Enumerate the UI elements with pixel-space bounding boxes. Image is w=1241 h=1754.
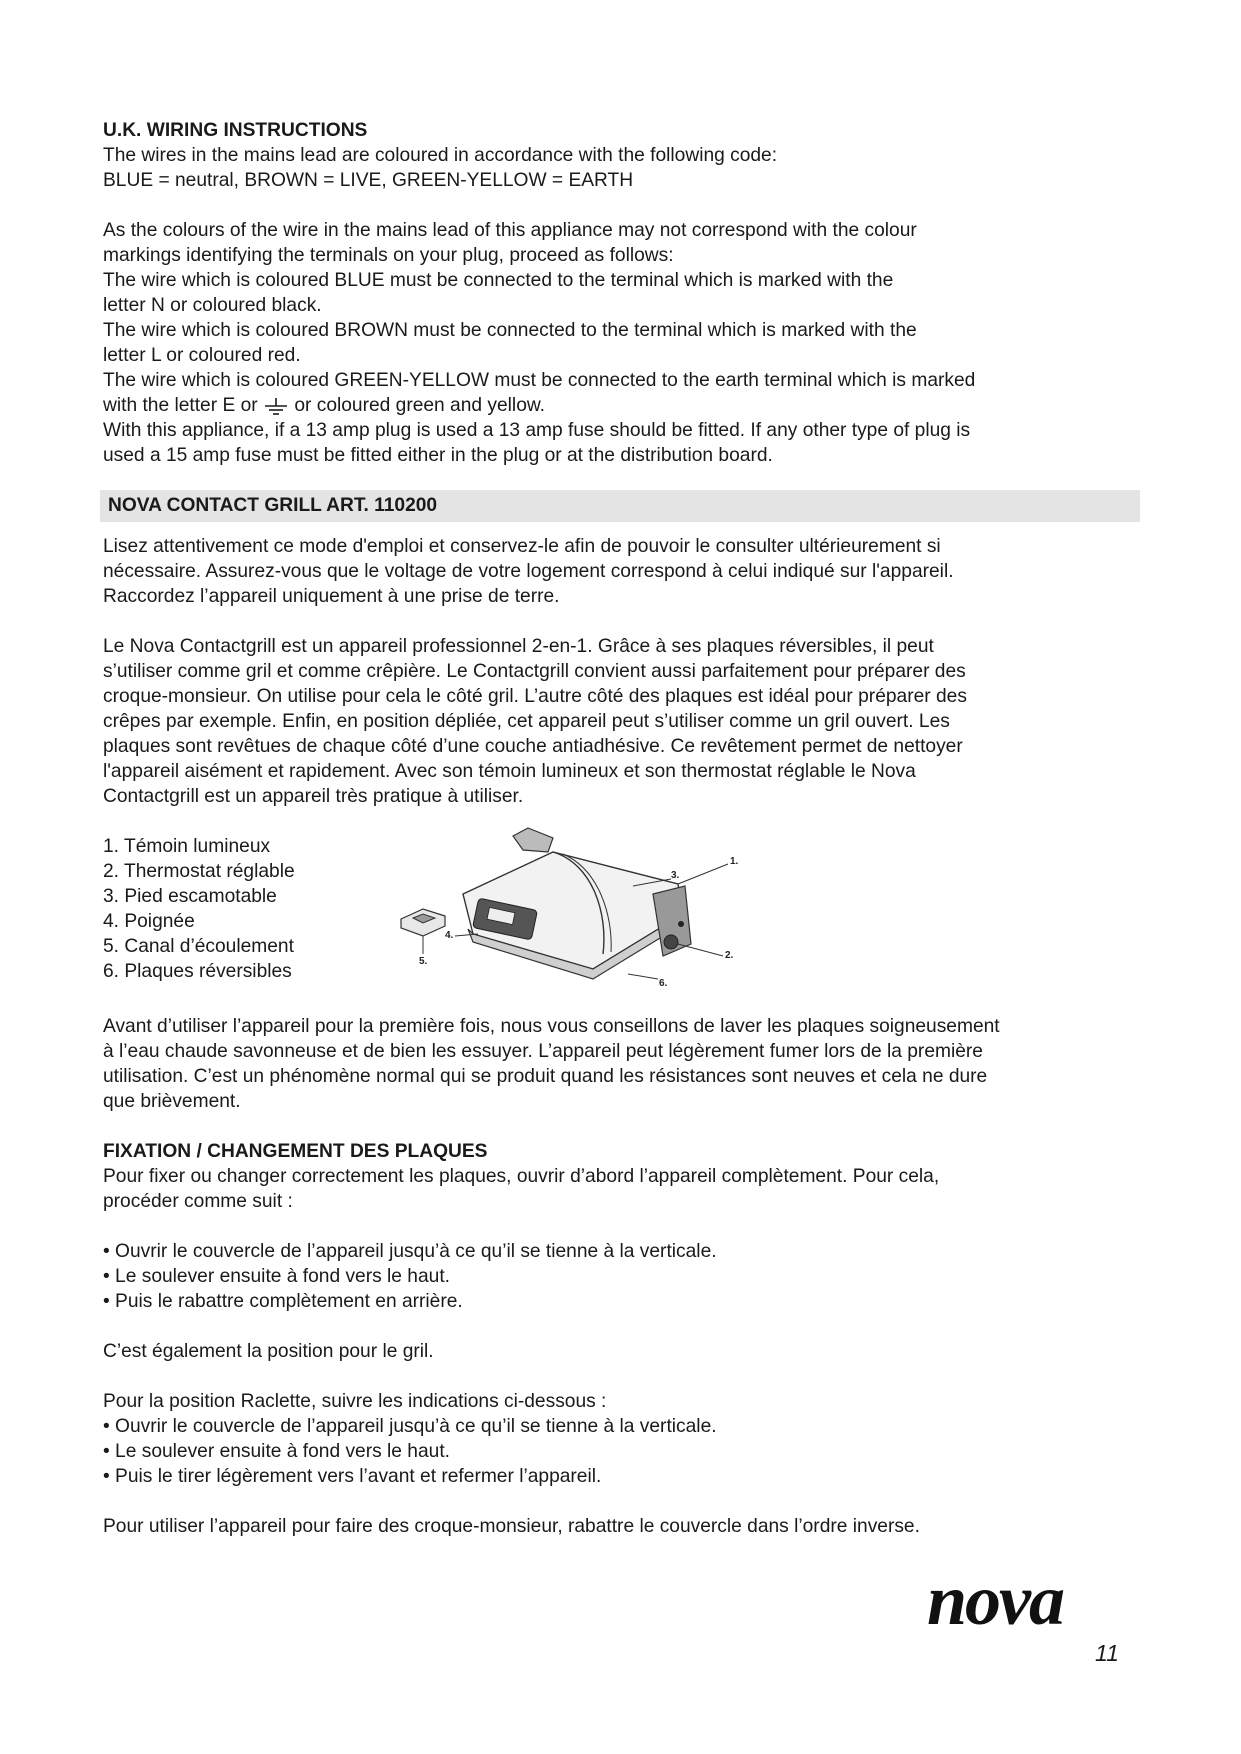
- list-item: 3. Pied escamotable: [103, 886, 277, 907]
- wiring-text: BLUE = neutral, BROWN = LIVE, GREEN-YELLOW = EARTH: [103, 170, 634, 191]
- wiring-text: The wires in the mains lead are coloured in accordance with the following code:: [103, 145, 778, 166]
- wiring-text: As the colours of the wire in the mains lead of this appliance may not correspond with the colour: [103, 220, 917, 241]
- list-item: 2. Thermostat réglable: [103, 861, 295, 882]
- description-text: plaques sont revêtues de chaque côté d’une couche antiadhésive. Ce revêtement permet de nettoyer: [103, 736, 963, 757]
- section-title: NOVA CONTACT GRILL ART. 110200: [108, 495, 438, 516]
- section-header: [100, 490, 1140, 522]
- wiring-text: letter N or coloured black.: [103, 295, 322, 316]
- wiring-text-earth: [103, 393, 1143, 418]
- wiring-text: The wire which is coloured BROWN must be connected to the terminal which is marked with the: [103, 320, 917, 341]
- list-item: • Le soulever ensuite à fond vers le haut.: [103, 1441, 450, 1462]
- diagram-label-3: 3.: [671, 870, 680, 881]
- description-text: Contactgrill est un appareil très pratique à utiliser.: [103, 786, 524, 807]
- parts-section: [103, 834, 1143, 1002]
- list-item: 1. Témoin lumineux: [103, 836, 271, 857]
- diagram-label-2: 2.: [725, 950, 734, 961]
- list-item: 5. Canal d’écoulement: [103, 936, 294, 957]
- description-text: croque-monsieur. On utilise pour cela le côté gril. L’autre côté des plaques est idéal pour préparer des: [103, 686, 967, 707]
- wiring-text: The wire which is coloured BLUE must be connected to the terminal which is marked with the: [103, 270, 894, 291]
- first-use-text: à l’eau chaude savonneuse et de bien les essuyer. L’appareil peut légèrement fumer lors de la première: [103, 1041, 983, 1062]
- wiring-text: The wire which is coloured GREEN-YELLOW must be connected to the earth terminal which is marked: [103, 370, 976, 391]
- intro-text: Lisez attentivement ce mode d'emploi et conservez-le afin de pouvoir le consulter ultérieurement si: [103, 536, 941, 557]
- list-item: 6. Plaques réversibles: [103, 961, 292, 982]
- first-use-text: utilisation. C’est un phénomène normal qui se produit quand les résistances sont neuves et cela ne dure: [103, 1066, 988, 1087]
- nova-logo: [845, 1566, 1145, 1636]
- drip-tray-drawing: [401, 909, 445, 936]
- grill-body-drawing: [463, 828, 691, 979]
- intro-text: Raccordez l’appareil uniquement à une prise de terre.: [103, 586, 560, 607]
- earth-ground-icon: [263, 397, 289, 415]
- fixation-title: FIXATION / CHANGEMENT DES PLAQUES: [103, 1141, 488, 1162]
- brand-logo-text: nova: [927, 1566, 1063, 1636]
- first-use-text: que brièvement.: [103, 1091, 241, 1112]
- intro-text: nécessaire. Assurez-vous que le voltage de votre logement correspond à celui indiqué sur l'appareil.: [103, 561, 954, 582]
- wiring-text: used a 15 amp fuse must be fitted either in the plug or at the distribution board.: [103, 445, 773, 466]
- diagram-label-5: 5.: [419, 956, 428, 967]
- parts-list: [103, 834, 295, 984]
- page-content: [103, 118, 1143, 1539]
- wiring-text: letter L or coloured red.: [103, 345, 301, 366]
- page-number: 11: [1095, 1640, 1119, 1666]
- fixation-text: Pour la position Raclette, suivre les indications ci-dessous :: [103, 1391, 607, 1412]
- list-item: • Puis le tirer légèrement vers l’avant et refermer l’appareil.: [103, 1466, 602, 1487]
- diagram-label-6: 6.: [659, 978, 668, 989]
- description-text: s’utiliser comme gril et comme crêpière. Le Contactgrill convient aussi parfaitement pour préparer des: [103, 661, 966, 682]
- list-item: • Ouvrir le couvercle de l’appareil jusqu’à ce qu’il se tienne à la verticale.: [103, 1241, 717, 1262]
- list-item: • Ouvrir le couvercle de l’appareil jusqu’à ce qu’il se tienne à la verticale.: [103, 1416, 717, 1437]
- wiring-text: markings identifying the terminals on your plug, proceed as follows:: [103, 245, 674, 266]
- wiring-text: With this appliance, if a 13 amp plug is used a 13 amp fuse should be fitted. If any other type of plug is: [103, 420, 971, 441]
- list-item: • Le soulever ensuite à fond vers le haut.: [103, 1266, 450, 1287]
- wiring-text-part: with the letter E or: [103, 395, 258, 416]
- diagram-label-1: 1.: [730, 856, 739, 867]
- description-text: crêpes par exemple. Enfin, en position dépliée, cet appareil peut s’utiliser comme un gril ouvert. Les: [103, 711, 950, 732]
- diagram-label-4: 4.: [445, 930, 454, 941]
- fixation-text: C’est également la position pour le gril.: [103, 1341, 434, 1362]
- description-text: l'appareil aisément et rapidement. Avec son témoin lumineux et son thermostat réglable le Nova: [103, 761, 916, 782]
- list-item: 4. Poignée: [103, 911, 195, 932]
- fixation-text: procéder comme suit :: [103, 1191, 293, 1212]
- description-text: Le Nova Contactgrill est un appareil professionnel 2-en-1. Grâce à ses plaques réversibles, il peut: [103, 636, 934, 657]
- first-use-text: Avant d’utiliser l’appareil pour la première fois, nous vous conseillons de laver les plaques soigneusement: [103, 1016, 1000, 1037]
- wiring-title: U.K. WIRING INSTRUCTIONS: [103, 120, 368, 141]
- fixation-text: Pour utiliser l’appareil pour faire des croque-monsieur, rabattre le couvercle dans l’ordre inverse.: [103, 1516, 920, 1537]
- fixation-text: Pour fixer ou changer correctement les plaques, ouvrir d’abord l’appareil complètement. Pour cela,: [103, 1166, 940, 1187]
- list-item: • Puis le rabattre complètement en arrière.: [103, 1291, 463, 1312]
- contact-grill-diagram: [393, 824, 773, 1004]
- wiring-text-part: or coloured green and yellow.: [294, 395, 545, 416]
